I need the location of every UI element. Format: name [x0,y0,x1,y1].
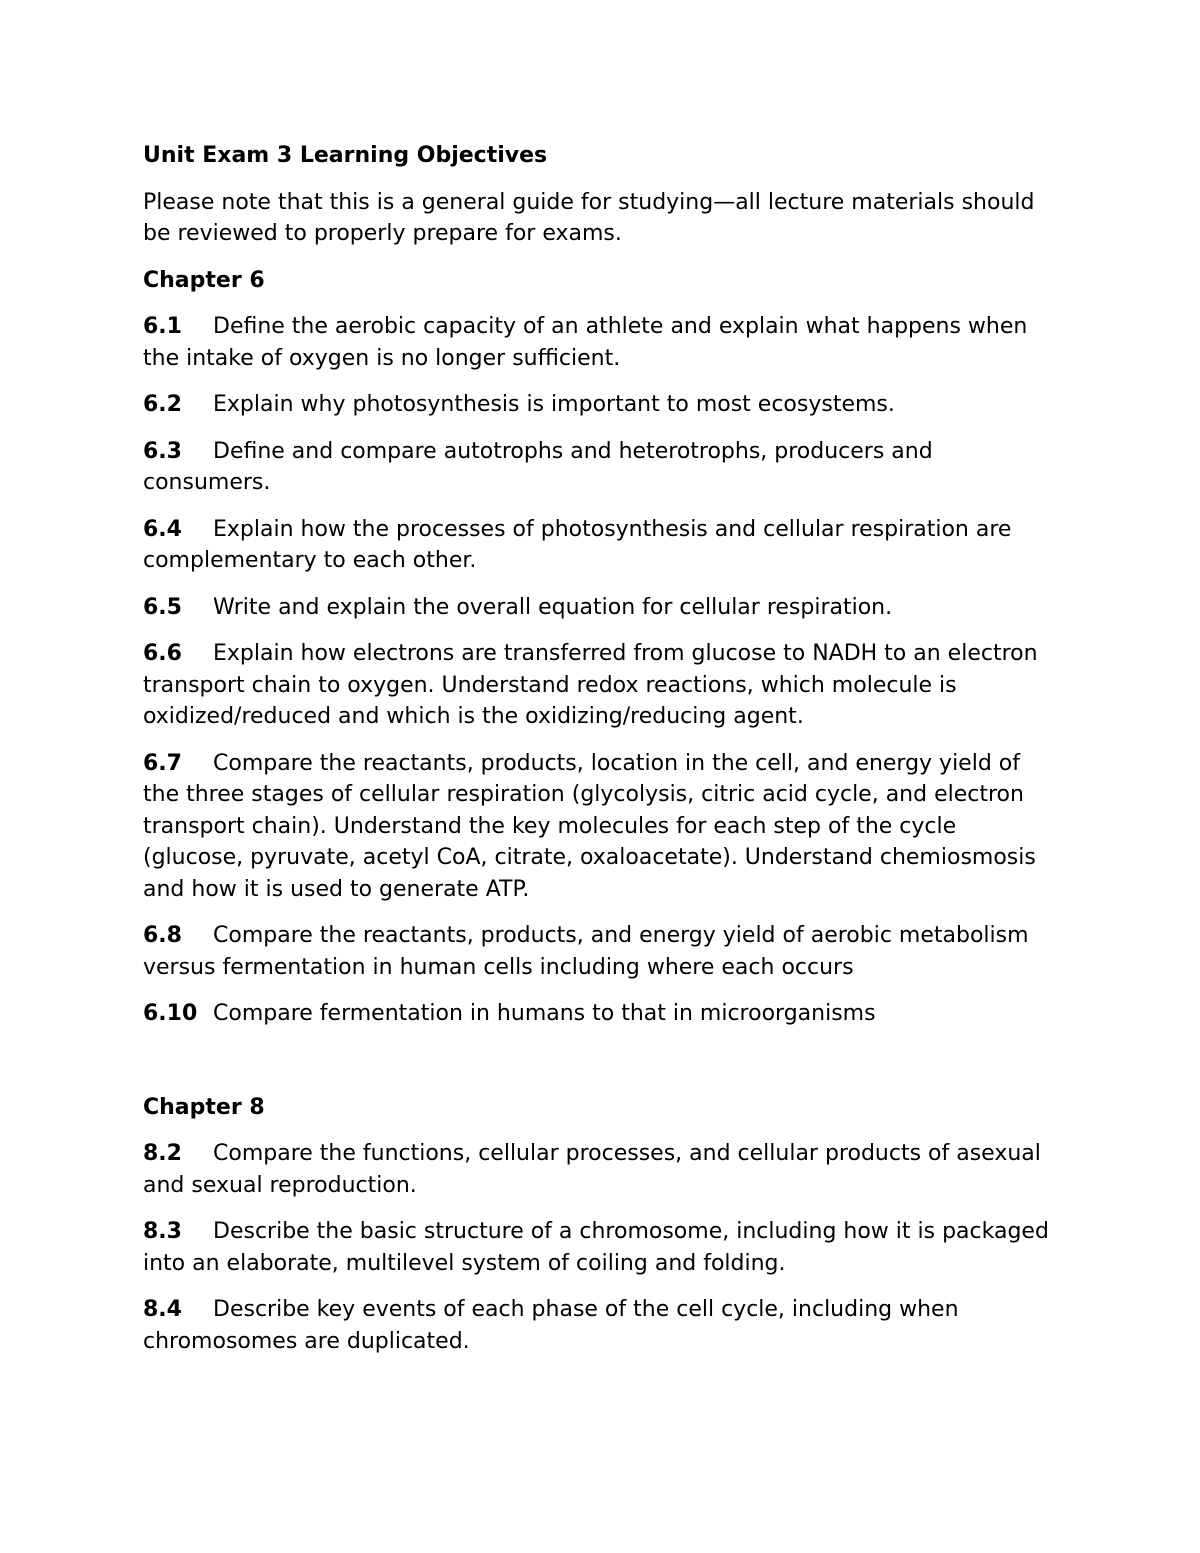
objective-item [143,311,1063,374]
objective-item [143,1216,1063,1279]
objective-number: 6.7 [143,750,182,776]
objective-text: Compare the reactants, products, and energy yield of aerobic metabolism versus fermentation in human cells including where each occurs [143,923,1029,980]
objective-item [143,389,1063,421]
objective-text: Describe the basic structure of a chromosome, including how it is packaged into an elaborate, multilevel system of coiling and folding. [143,1219,1049,1276]
chapter-heading: Chapter 6 [143,267,265,293]
objective-item [143,514,1063,577]
objective-item [143,748,1063,906]
chapter-section [143,265,1063,1030]
objective-item [143,920,1063,983]
objective-item [143,1138,1063,1201]
objective-number: 8.4 [143,1297,182,1322]
objective-item [143,998,1063,1030]
objective-text: Explain how electrons are transferred from glucose to NADH to an electron transport chain to oxygen. Understand redox reactions, which molecule is oxidized/reduced and which is the oxidizing/reducing agent. [143,641,1038,729]
objective-text: Compare fermentation in humans to that in microorganisms [213,1001,876,1026]
study-note: Please note that this is a general guide for studying—all lecture materials should be reviewed to properly prepare for exams. [143,189,1035,246]
objective-item [143,592,1063,624]
objective-text: Compare the reactants, products, location in the cell, and energy yield of the three stages of cellular respiration (glycolysis, citric acid cycle, and electron transport chain). Understand the key molecules for each step of the cycle (glucose, pyruvate, acetyl CoA, citrate, oxaloacetate). Understand chemiosmosis and how it is used to generate ATP. [143,750,1036,902]
objective-number: 8.3 [143,1219,182,1244]
objective-number: 8.2 [143,1141,182,1166]
objective-text: Define and compare autotrophs and heterotrophs, producers and consumers. [143,438,933,495]
objective-number: 6.6 [143,641,182,666]
objective-text: Write and explain the overall equation for cellular respiration. [213,594,893,620]
objective-number: 6.10 [143,1001,198,1026]
chapter-heading: Chapter 8 [143,1094,265,1120]
objective-item [143,638,1063,733]
objective-number: 6.1 [143,314,182,339]
objective-number: 6.2 [143,392,182,417]
objective-text: Compare the functions, cellular processes, and cellular products of asexual and sexual reproduction. [143,1141,1041,1198]
objective-number: 6.8 [143,923,182,948]
objective-text: Define the aerobic capacity of an athlete and explain what happens when the intake of oxygen is no longer sufficient. [143,314,1028,371]
section-spacer [143,1045,1063,1092]
objective-number: 6.5 [143,594,182,620]
objective-number: 6.3 [143,438,182,464]
objective-text: Explain how the processes of photosynthesis and cellular respiration are complementary to each other. [143,516,1012,573]
chapter-section [143,1092,1063,1358]
document-title: Unit Exam 3 Learning Objectives [143,143,548,168]
objective-item [143,1294,1063,1357]
objective-number: 6.4 [143,516,182,542]
document-page [143,140,1063,1372]
objective-item [143,436,1063,499]
objective-text: Describe key events of each phase of the cell cycle, including when chromosomes are duplicated. [143,1297,959,1354]
objective-text: Explain why photosynthesis is important to most ecosystems. [213,392,895,417]
